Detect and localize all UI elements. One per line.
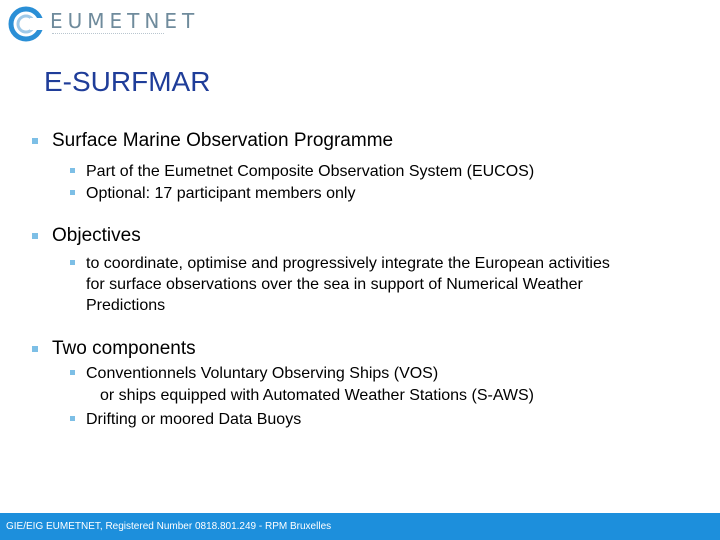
sub-bullet-objective-line-2: for surface observations over the sea in support of Numerical Weather [86, 276, 583, 293]
logo-tagline-decoration [52, 33, 164, 36]
sub-bullet-participants: Optional: 17 participant members only [86, 185, 356, 202]
bullet-two-components: Two components [52, 338, 196, 359]
bullet-marker [32, 138, 38, 144]
sub-bullet-objective-line-1: to coordinate, optimise and progressively integrate the European activities [86, 255, 610, 272]
sub-bullet-marker [70, 190, 75, 195]
sub-bullet-buoys: Drifting or moored Data Buoys [86, 411, 302, 428]
slide-title: E-SURFMAR [44, 66, 211, 97]
sub-bullet-marker [70, 260, 75, 265]
sub-bullet-vos: Conventionnels Voluntary Observing Ships (VOS) [86, 365, 439, 382]
bullet-surface-marine: Surface Marine Observation Programme [52, 130, 394, 151]
sub-bullet-marker [70, 370, 75, 375]
footer-text: GIE/EIG EUMETNET, Registered Number 0818.801.249 - RPM Bruxelles [6, 521, 332, 532]
footer-bar [0, 513, 720, 540]
eumetnet-logo-icon [8, 6, 44, 42]
sub-bullet-s-aws: or ships equipped with Automated Weather Stations (S-AWS) [100, 387, 534, 404]
bullet-marker [32, 233, 38, 239]
logo-wordmark: EUMETNET [50, 9, 200, 33]
sub-bullet-objective-line-3: Predictions [86, 297, 166, 314]
sub-bullet-eucos: Part of the Eumetnet Composite Observation System (EUCOS) [86, 163, 535, 180]
bullet-marker [32, 346, 38, 352]
sub-bullet-marker [70, 416, 75, 421]
sub-bullet-marker [70, 168, 75, 173]
bullet-objectives: Objectives [52, 225, 141, 246]
